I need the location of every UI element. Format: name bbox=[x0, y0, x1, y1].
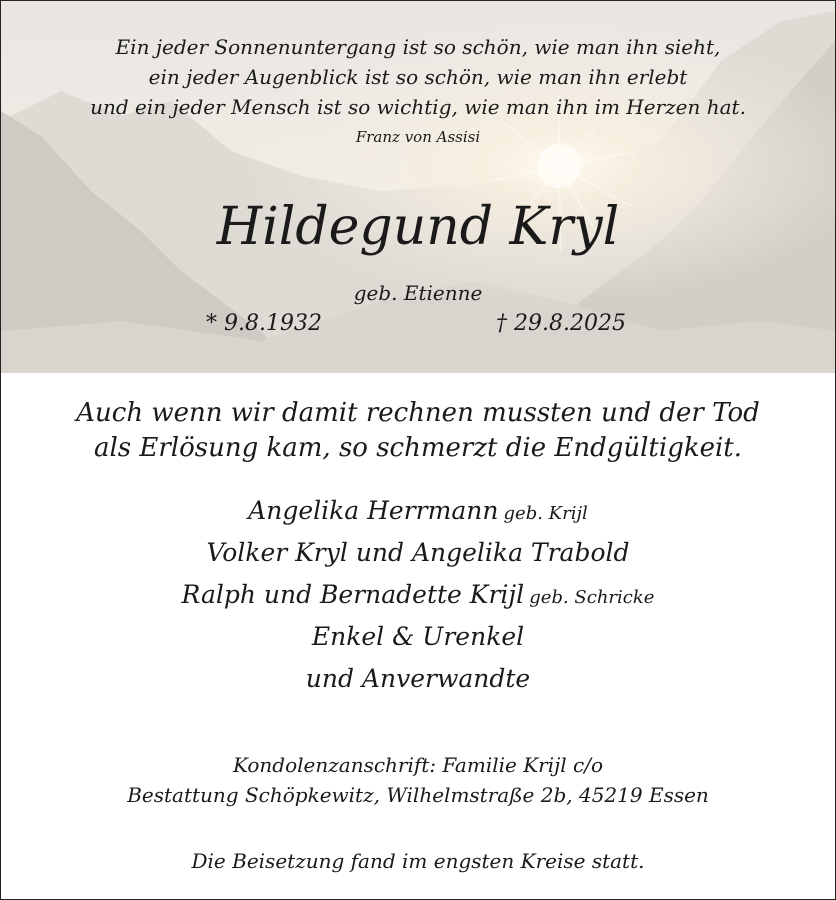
mourner-note: geb. Krijl bbox=[503, 503, 588, 524]
quote-line-3: und ein jeder Mensch ist so wichtig, wie man ihn im Herzen hat. bbox=[90, 95, 746, 119]
mourner-name: Volker Kryl und Angelika Trabold bbox=[206, 538, 630, 567]
mourner-name: Angelika Herrmann bbox=[248, 496, 499, 525]
mourner-note: geb. Schricke bbox=[529, 587, 655, 608]
verse-line-1: Auch wenn wir damit rechnen mussten und der Tod bbox=[76, 398, 760, 428]
mourner-line bbox=[1, 538, 835, 567]
burial-note: Die Beisetzung fand im engsten Kreise statt. bbox=[191, 849, 645, 873]
condolence-line-2: Bestattung Schöpkewitz, Wilhelmstraße 2b, 45219 Essen bbox=[127, 783, 709, 807]
quote-line-2: ein jeder Augenblick ist so schön, wie man ihn erlebt bbox=[148, 65, 688, 89]
birth-date: * 9.8.1932 bbox=[206, 311, 322, 336]
condolence-line-1: Kondolenzanschrift: Familie Krijl c/o bbox=[232, 753, 604, 777]
mourner-name: und Anverwandte bbox=[305, 664, 531, 693]
mourner-name: Ralph und Bernadette Krijl bbox=[181, 580, 525, 609]
quote-line-1: Ein jeder Sonnenuntergang ist so schön, wie man ihn sieht, bbox=[115, 35, 721, 59]
mourner-line bbox=[1, 496, 835, 525]
mourner-line bbox=[1, 664, 835, 693]
quote-author: Franz von Assisi bbox=[355, 128, 481, 146]
birth-name: geb. Etienne bbox=[353, 281, 483, 305]
mourner-line bbox=[1, 622, 835, 651]
mourner-line bbox=[1, 580, 835, 609]
verse-line-2: als Erlösung kam, so schmerzt die Endgültigkeit. bbox=[93, 433, 743, 463]
mourner-name: Enkel & Urenkel bbox=[311, 622, 525, 651]
deceased-name: Hildegund Kryl bbox=[216, 197, 620, 257]
death-date: † 29.8.2025 bbox=[496, 311, 626, 336]
